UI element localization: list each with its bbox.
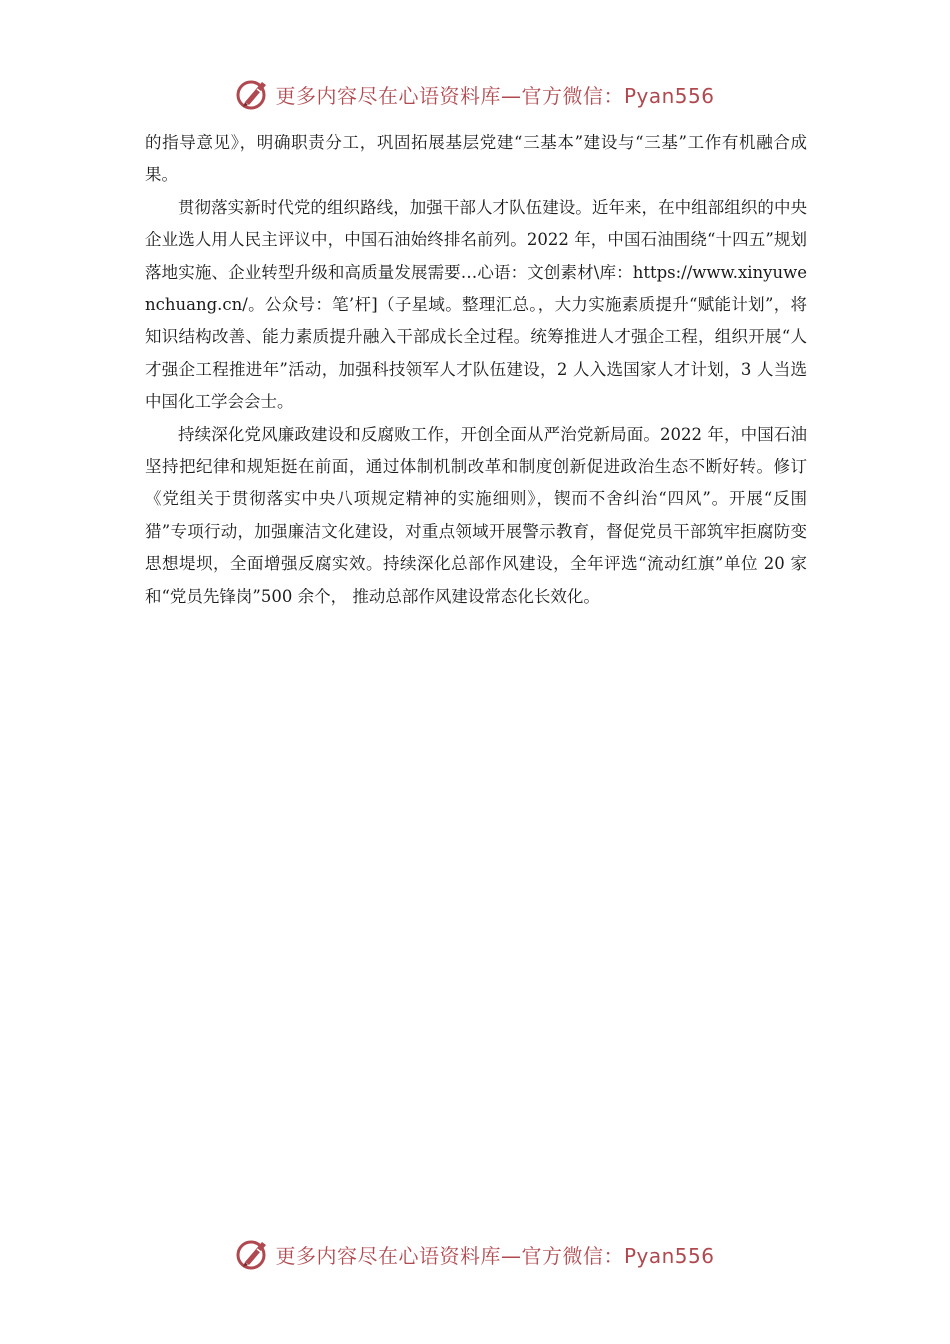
- banner-text: 更多内容尽在心语资料库—官方微信：Pyan556: [275, 83, 715, 108]
- pen-logo-icon: [235, 76, 271, 112]
- header-banner: [0, 72, 950, 116]
- footer-banner: [0, 1232, 950, 1276]
- banner-text: 更多内容尽在心语资料库—官方微信：Pyan556: [275, 1243, 715, 1268]
- document-body: [145, 127, 807, 613]
- paragraph-continuation: 的指导意见》，明确职责分工，巩固拓展基层党建“三基本”建设与“三基”工作有机融合成果。: [145, 133, 807, 185]
- paragraph-talent: 贯彻落实新时代党的组织路线，加强干部人才队伍建设。近年来，在中组部组织的中央企业选人用人民主评议中，中国石油始终排名前列。2022 年，中国石油围绕“十四五”规划落地实施、企业转型升级和高质量发展需要…心语：文创素材\库：https://www.xinyuwenchuang.cn/。公众号：笔’杆]（子星域。整理汇总。，大力实施素质提升“赋能计划”，将知识结构改善、能力素质提升融入干部成长全过程。统筹推进人才强企工程，组织开展“人才强企工程推进年”活动，加强科技领军人才队伍建设，2 人入选国家人才计划，3 人当选中国化工学会会士。: [145, 197, 807, 412]
- pen-logo-icon: [235, 1236, 271, 1272]
- paragraph-anticorruption: 持续深化党风廉政建设和反腐败工作，开创全面从严治党新局面。2022 年，中国石油坚持把纪律和规矩挺在前面，通过体制机制改革和制度创新促进政治生态不断好转。修订《党组关于贯彻落实中央八项规定精神的实施细则》，锲而不舍纠治“四风”。开展“反围猎”专项行动，加强廉洁文化建设，对重点领域开展警示教育，督促党员干部筑牢拒腐防变思想堤坝，全面增强反腐实效。持续深化总部作风建设，全年评选“流动红旗”单位 20 家和“党员先锋岗”500 余个， 推动总部作风建设常态化长效化。: [145, 424, 807, 606]
